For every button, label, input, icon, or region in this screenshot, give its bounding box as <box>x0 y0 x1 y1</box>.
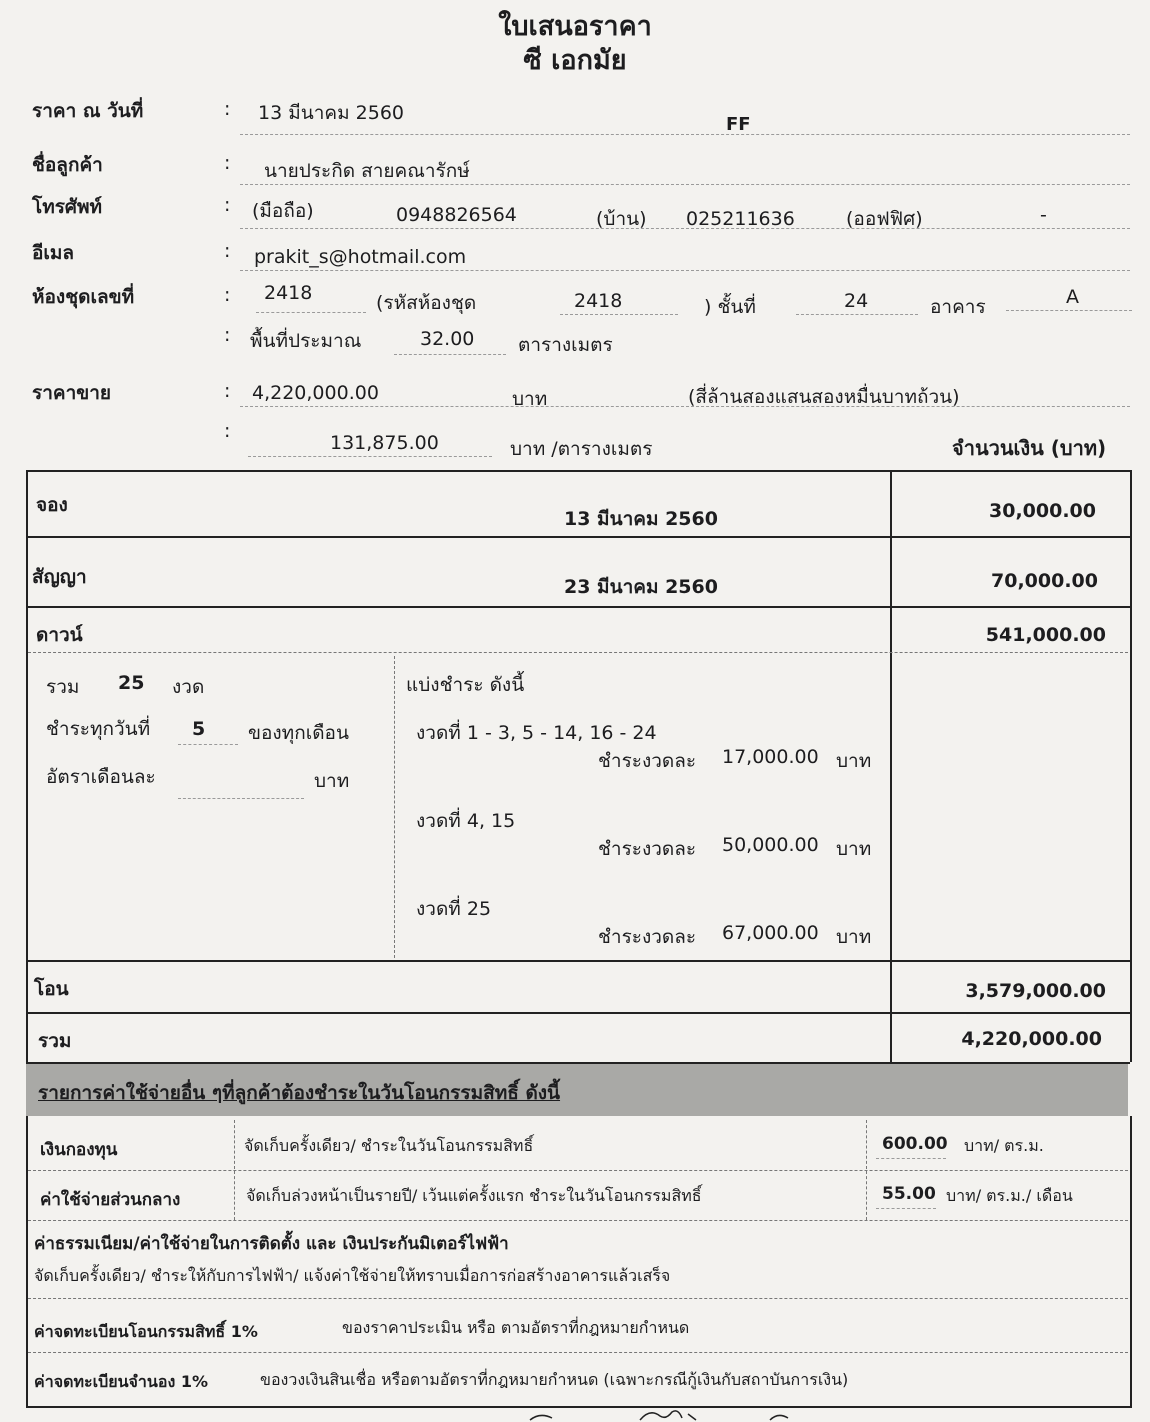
price-unit: บาท <box>512 388 548 410</box>
row-divider <box>26 960 1130 962</box>
price-text: (สี่ล้านสองแสนสองหมื่นบาทถ้วน) <box>688 386 960 408</box>
common-fee-underline <box>876 1208 936 1209</box>
fund-amount: 600.00 <box>882 1134 948 1154</box>
area-unit: ตารางเมตร <box>518 334 613 356</box>
building-label: อาคาร <box>930 296 986 318</box>
mortgage-fee-desc: ของวงเงินสินเชื่อ หรือตามอัตราที่กฎหมายกำหนด (เฉพาะกรณีกู้เงินกับสถาบันการเงิน) <box>260 1370 849 1389</box>
other-costs-table <box>26 1116 1132 1408</box>
installment-amount: 50,000.00 <box>722 834 819 856</box>
mobile-value: 0948826564 <box>396 204 517 226</box>
booking-label: จอง <box>36 494 68 516</box>
fund-unit: บาท/ ตร.ม. <box>964 1136 1044 1155</box>
office-value: - <box>1040 204 1047 226</box>
common-fee-unit: บาท/ ตร.ม./ เดือน <box>946 1186 1073 1205</box>
fund-underline <box>876 1158 946 1159</box>
colon: : <box>224 420 231 442</box>
colon: : <box>224 194 231 216</box>
installment-per-label: ชำระงวดละ <box>598 750 697 772</box>
fund-label: เงินกองทุน <box>40 1140 118 1160</box>
project-name: ซี เอกมัย <box>523 45 627 76</box>
other-costs-heading: รายการค่าใช้จ่ายอื่น ๆที่ลูกค้าต้องชำระในวันโอนกรรมสิทธิ์ ดังนี้ <box>38 1082 561 1104</box>
booking-date: 13 มีนาคม 2560 <box>564 508 718 530</box>
rate-label: อัตราเดือนละ <box>46 766 156 788</box>
transfer-fee-desc: ของราคาประเมิน หรือ ตามอัตราที่กฎหมายกำหนด <box>342 1318 690 1337</box>
signature-mark <box>520 1404 820 1422</box>
per-sqm-underline <box>248 456 492 457</box>
cost-row-divider <box>28 1170 1128 1171</box>
per-sqm-unit: บาท /ตารางเมตร <box>510 438 653 460</box>
colon: : <box>224 240 231 262</box>
colon: : <box>224 324 231 346</box>
price-value: 4,220,000.00 <box>252 382 379 404</box>
unit-value: 2418 <box>264 282 313 304</box>
colon: : <box>224 98 231 120</box>
installment-periods: งวดที่ 4, 15 <box>416 810 516 832</box>
installment-per-label: ชำระงวดละ <box>598 838 697 860</box>
date-underline <box>240 134 1130 135</box>
installment-total-label: รวม <box>46 676 80 698</box>
rate-unit: บาท <box>314 770 350 792</box>
email-value: prakit_s@hotmail.com <box>254 246 467 268</box>
installment-periods: งวดที่ 25 <box>416 898 492 920</box>
cost-row-divider <box>28 1298 1128 1299</box>
row-divider <box>26 536 1130 538</box>
contract-amount: 70,000.00 <box>991 570 1098 592</box>
down-amount: 541,000.00 <box>985 624 1106 646</box>
split-label: แบ่งชำระ ดังนี้ <box>406 674 525 696</box>
building-underline <box>1006 310 1132 311</box>
installment-unit: บาท <box>836 926 872 948</box>
rate-underline <box>178 798 304 799</box>
transfer-fee-label: ค่าจดทะเบียนโอนกรรมสิทธิ์ 1% <box>34 1322 258 1341</box>
common-fee-desc: จัดเก็บล่วงหน้าเป็นรายปี/ เว้นแต่ครั้งแรก ชำระในวันโอนกรรมสิทธิ์ <box>246 1186 702 1205</box>
fund-desc: จัดเก็บครั้งเดียว/ ชำระในวันโอนกรรมสิทธิ์ <box>244 1136 534 1155</box>
installment-periods: งวดที่ 1 - 3, 5 - 14, 16 - 24 <box>416 722 657 744</box>
price-label: ราคาขาย <box>32 382 112 404</box>
total-label: รวม <box>38 1030 72 1052</box>
down-label: ดาวน์ <box>36 624 83 646</box>
customer-value: นายประกิด สายคณารักษ์ <box>264 160 470 182</box>
area-underline <box>394 354 506 355</box>
home-label: (บ้าน) <box>596 208 647 230</box>
date-value: 13 มีนาคม 2560 <box>258 102 405 124</box>
email-label: อีเมล <box>32 242 75 264</box>
installment-amount: 67,000.00 <box>722 922 819 944</box>
common-fee-amount: 55.00 <box>882 1184 936 1204</box>
unit-label: ห้องชุดเลขที่ <box>32 286 135 308</box>
per-sqm-value: 131,875.00 <box>330 432 439 454</box>
customer-label: ชื่อลูกค้า <box>32 154 103 176</box>
mobile-label: (มือถือ) <box>252 200 314 222</box>
floor-value: 24 <box>844 290 869 312</box>
electric-fee-desc: จัดเก็บครั้งเดียว/ ชำระให้กับการไฟฟ้า/ แจ้งค่าใช้จ่ายให้ทราบเมื่อการก่อสร้างอาคารแล้วเสร็จ <box>34 1266 671 1285</box>
pay-day-value: 5 <box>192 718 206 740</box>
transfer-amount: 3,579,000.00 <box>965 980 1106 1002</box>
installment-divider <box>394 656 395 958</box>
contract-date: 23 มีนาคม 2560 <box>564 576 718 598</box>
installment-per-label: ชำระงวดละ <box>598 926 697 948</box>
contract-label: สัญญา <box>32 566 87 588</box>
email-underline <box>240 270 1130 271</box>
installment-amount: 17,000.00 <box>722 746 819 768</box>
unit-underline <box>256 312 366 313</box>
building-value: A <box>1066 286 1079 308</box>
amount-column-divider <box>890 472 892 1092</box>
document-title: ใบเสนอราคา <box>498 11 652 42</box>
floor-underline <box>796 314 918 315</box>
colon: : <box>224 284 231 306</box>
transfer-label: โอน <box>34 978 69 1000</box>
pay-day-label: ชำระทุกวันที่ <box>46 718 151 740</box>
pay-day-underline <box>178 744 238 745</box>
installment-unit: บาท <box>836 838 872 860</box>
floor-label: ) ชั้นที่ <box>704 296 756 318</box>
area-value: 32.00 <box>420 328 475 350</box>
home-value: 025211636 <box>686 208 795 230</box>
phone-label: โทรศัพท์ <box>32 196 103 218</box>
installment-unit: บาท <box>836 750 872 772</box>
row-divider <box>26 1012 1130 1014</box>
colon: : <box>224 152 231 174</box>
total-amount: 4,220,000.00 <box>961 1028 1102 1050</box>
electric-fee-label: ค่าธรรมเนียม/ค่าใช้จ่ายในการติดตั้ง และ เงินประกันมิเตอร์ไฟฟ้า <box>34 1234 509 1254</box>
schedule-table <box>26 470 1132 1062</box>
code-value: FF <box>726 114 751 135</box>
unit-code-underline <box>560 314 678 315</box>
row-divider <box>26 606 1130 608</box>
unit-code-label: (รหัสห้องชุด <box>376 292 477 314</box>
booking-amount: 30,000.00 <box>989 500 1096 522</box>
colon: : <box>224 380 231 402</box>
common-fee-label: ค่าใช้จ่ายส่วนกลาง <box>40 1190 181 1210</box>
customer-underline <box>240 184 1130 185</box>
date-label: ราคา ณ วันที่ <box>32 100 144 122</box>
office-label: (ออฟฟิศ) <box>846 208 923 230</box>
pay-day-suffix: ของทุกเดือน <box>248 722 349 744</box>
area-label: พื้นที่ประมาณ <box>250 330 362 352</box>
cost-row-divider <box>28 1352 1128 1353</box>
installment-total-value: 25 <box>118 672 145 694</box>
cost-row-divider <box>28 1220 1128 1221</box>
installment-total-unit: งวด <box>172 676 205 698</box>
amount-header: จำนวนเงิน (บาท) <box>952 436 1107 460</box>
phone-underline <box>240 228 1130 229</box>
unit-code-value: 2418 <box>574 290 623 312</box>
price-underline <box>240 406 1130 407</box>
mortgage-fee-label: ค่าจดทะเบียนจำนอง 1% <box>34 1372 208 1391</box>
down-divider <box>28 652 1128 653</box>
